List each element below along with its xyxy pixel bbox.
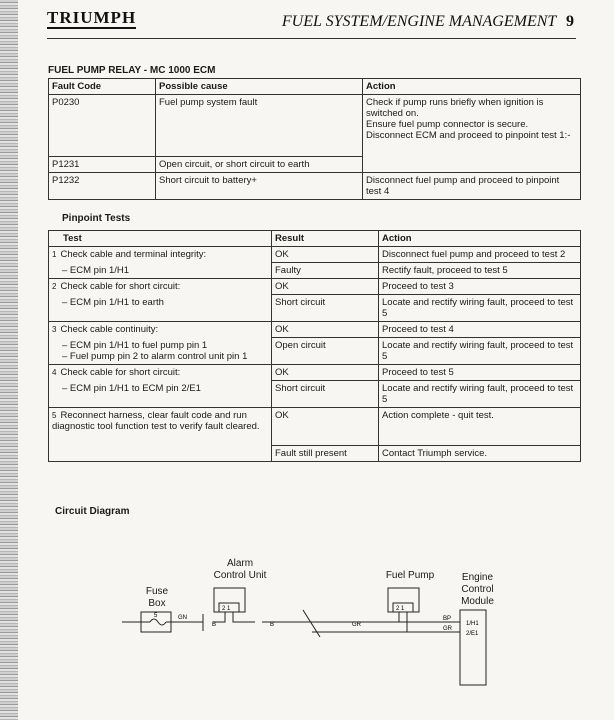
test-description: Check cable for short circuit: [60,367,181,378]
circuit-section-title: Circuit Diagram [55,506,130,517]
pump-pin-labels: 2 1 [396,606,405,612]
test-description: Check cable and terminal integrity: [60,249,207,260]
test-sub-description: – ECM pin 1/H1 to fuel pump pin 1 [62,339,208,351]
triumph-logo: TRIUMPH [47,8,137,27]
chapter-title-text: FUEL SYSTEM/ENGINE MANAGEMENT [281,13,556,30]
test-result: Faulty [272,263,379,279]
test-result: OK [272,322,379,338]
fault-code: P0230 [49,95,156,157]
fault-action: Check if pump runs briefly when ignition is switched on. Ensure fuel pump connector is secure. Disconnect ECM and proceed to pinpoint test 1:- [363,95,581,173]
possible-cause: Fuel pump system fault [156,95,363,157]
test-result: OK [272,365,379,381]
fuel-pump-label: Fuel Pump [385,570,435,581]
fault-section-title: FUEL PUMP RELAY - MC 1000 ECM [48,65,216,76]
column-header: Result [272,231,379,247]
column-header: Action [363,79,581,95]
fault-code: P1231 [49,157,156,173]
possible-cause: Short circuit to battery+ [156,173,363,200]
fuse-box-label: Fuse Box [145,586,169,609]
column-header: Action [379,231,581,247]
test-action: Proceed to test 4 [379,322,581,338]
test-number: 1 [52,250,57,259]
column-header: Possible cause [156,79,363,95]
test-result: Short circuit [272,295,379,322]
test-number: 2 [52,282,57,291]
test-number: 4 [52,368,57,377]
test-action: Proceed to test 5 [379,365,581,381]
alarm-pin-labels: 2 1 [222,606,231,612]
test-action: Locate and rectify wiring fault, proceed to test 5 [379,295,581,322]
test-action: Rectify fault, proceed to test 5 [379,263,581,279]
test-result: Fault still present [272,446,379,462]
test-sub-description: – Fuel pump pin 2 to alarm control unit pin 1 [62,350,248,362]
test-action: Proceed to test 3 [379,279,581,295]
fault-action: Disconnect fuel pump and proceed to pinpoint test 4 [363,173,581,200]
wire-label-b: B [212,622,217,628]
test-result: Short circuit [272,381,379,408]
test-description: Check cable continuity: [60,324,159,335]
test-action: Action complete - quit test. [379,408,581,446]
test-action: Disconnect fuel pump and proceed to test 2 [379,247,581,263]
test-sub-description: – ECM pin 1/H1 [62,264,130,276]
ecm-pin-label: 1/H1 [466,621,479,627]
wire-label-bp: BP [443,616,452,622]
column-header: Fault Code [49,79,156,95]
test-number: 5 [52,411,57,420]
alarm-control-unit-label: Alarm Control Unit [213,558,267,581]
wire-label-gn: GN [178,615,187,621]
test-sub-description: – ECM pin 1/H1 to ECM pin 2/E1 [62,382,201,394]
test-result: OK [272,279,379,295]
possible-cause: Open circuit, or short circuit to earth [156,157,363,173]
test-result: OK [272,408,379,446]
page-number: 9 [566,13,574,30]
test-description: Reconnect harness, clear fault code and run diagnostic tool function test to verify fault cleared. [52,410,260,432]
test-action: Locate and rectify wiring fault, proceed to test 5 [379,338,581,365]
wire-label-b: B [270,622,275,628]
fault-code: P1232 [49,173,156,200]
ecm-label: Engine Control Module [461,572,494,607]
wire-label-gr: GR [443,626,452,632]
test-result: OK [272,247,379,263]
test-description: Check cable for short circuit: [60,281,181,292]
crossing-wire [303,610,320,637]
fuse-symbol [150,619,166,625]
test-sub-description: – ECM pin 1/H1 to earth [62,296,164,308]
test-action: Contact Triumph service. [379,446,581,462]
wire-label-gr: GR [352,622,361,628]
pinpoint-section-title: Pinpoint Tests [62,213,131,224]
column-header: Test [49,231,272,247]
test-action: Locate and rectify wiring fault, proceed to test 5 [379,381,581,408]
fuse-number: 5 [154,613,158,619]
test-number: 3 [52,325,57,334]
ecm-pin-label: 2/E1 [466,631,479,637]
test-result: Open circuit [272,338,379,365]
